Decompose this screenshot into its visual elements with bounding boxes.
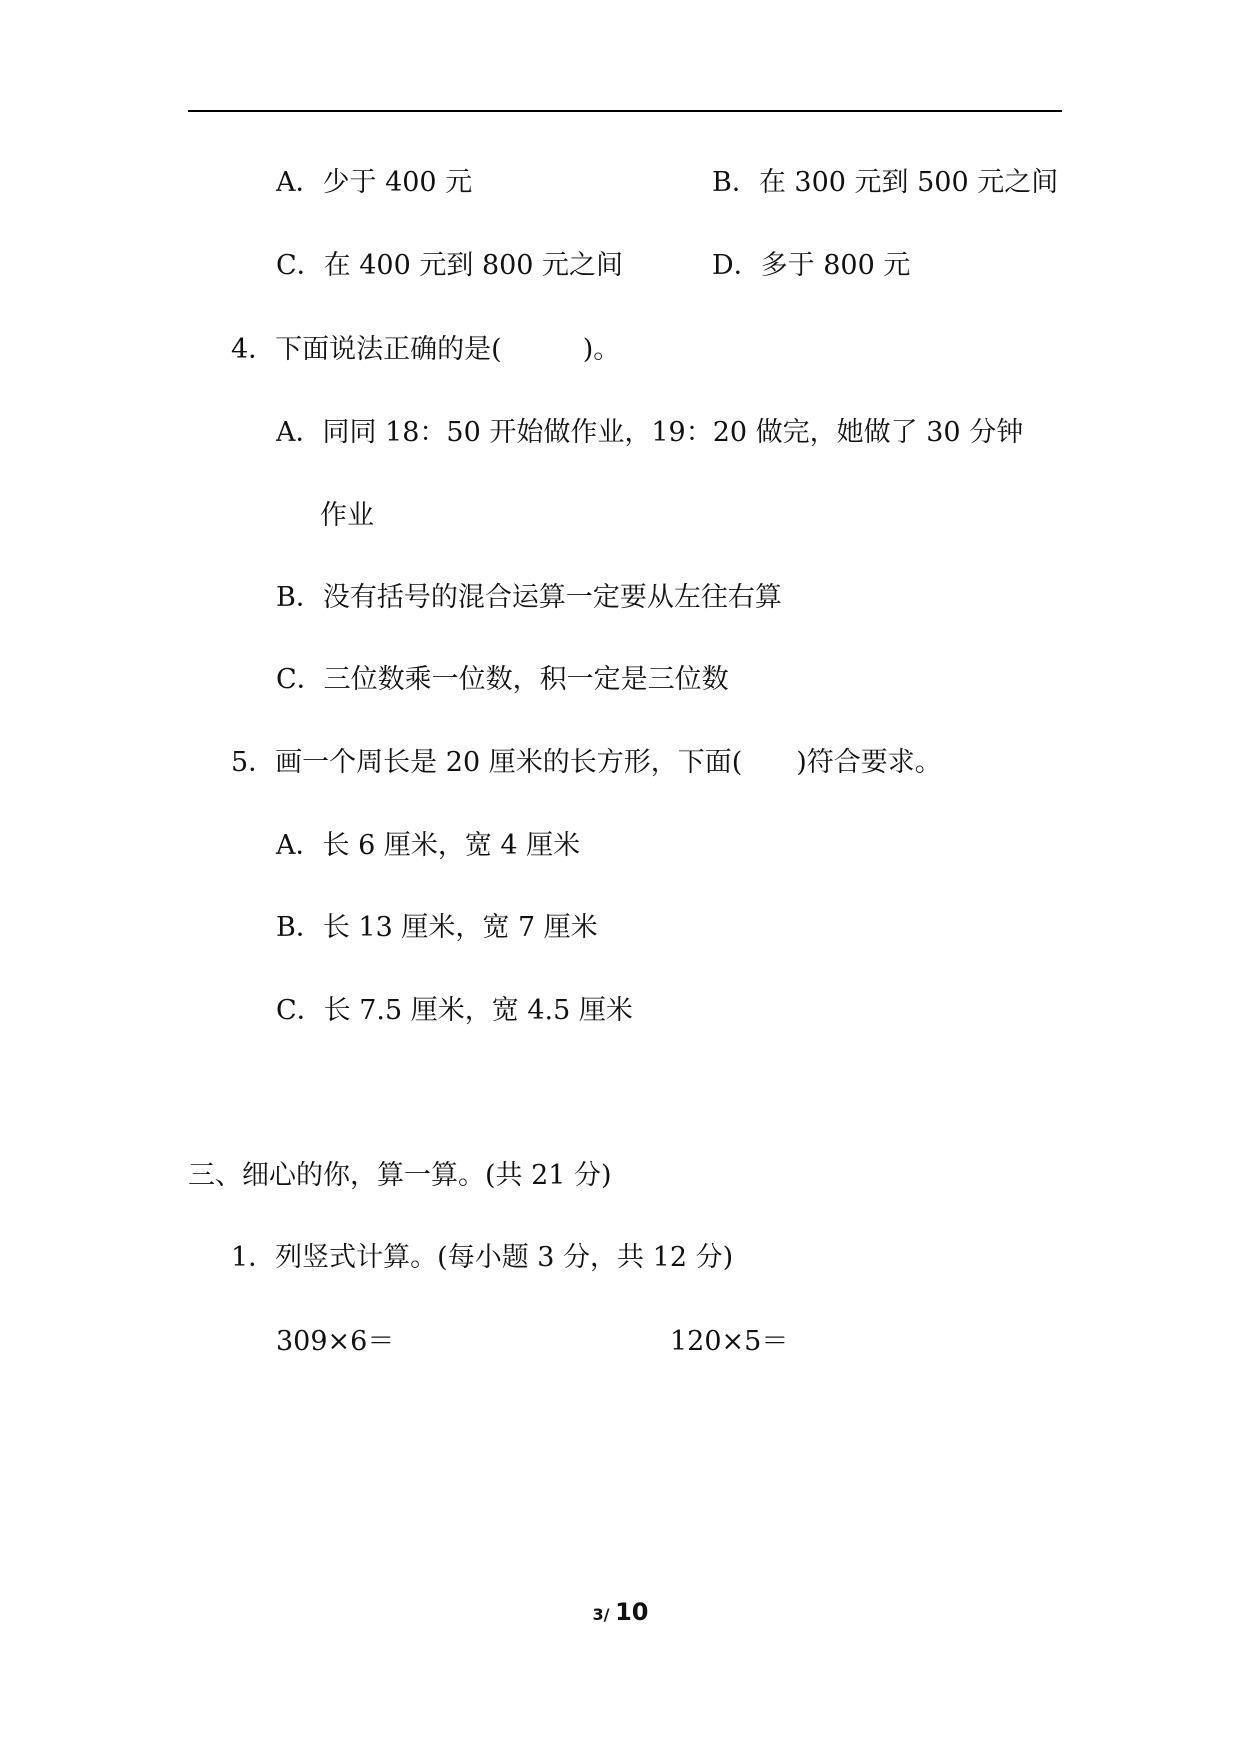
q5-option-b: B．长 13 厘米，宽 7 厘米 [276, 912, 598, 943]
q4-option-c: C．三位数乘一位数，积一定是三位数 [276, 664, 729, 695]
q5-option-c: C．长 7.5 厘米，宽 4.5 厘米 [276, 995, 633, 1026]
total-pages: 10 [615, 1598, 649, 1626]
current-page: 3 [592, 1605, 604, 1624]
section3-heading: 三、细心的你，算一算。(共 21 分) [188, 1160, 612, 1191]
calc-expression-1: 309×6＝ [276, 1326, 395, 1357]
q3-option-b: B．在 300 元到 500 元之间 [712, 167, 1059, 198]
q4-option-a-line1: A．同同 18：50 开始做作业，19：20 做完，她做了 30 分钟 [276, 417, 1024, 448]
q4-stem: 4．下面说法正确的是( )。 [231, 334, 621, 365]
q4-option-a-line2: 作业 [320, 500, 374, 531]
calc-expression-2: 120×5＝ [670, 1326, 789, 1357]
q3-option-d: D．多于 800 元 [712, 250, 911, 281]
q5-option-a: A．长 6 厘米，宽 4 厘米 [276, 830, 581, 861]
q3-option-a: A．少于 400 元 [276, 167, 473, 198]
q4-option-b: B．没有括号的混合运算一定要从左往右算 [276, 582, 782, 613]
section3-q1-stem: 1．列竖式计算。(每小题 3 分，共 12 分) [231, 1242, 734, 1273]
page-separator: / [603, 1605, 610, 1624]
q5-stem: 5．画一个周长是 20 厘米的长方形，下面( )符合要求。 [231, 747, 942, 778]
header-rule [188, 110, 1062, 112]
page-number [0, 1598, 1241, 1626]
q3-option-c: C．在 400 元到 800 元之间 [276, 250, 624, 281]
